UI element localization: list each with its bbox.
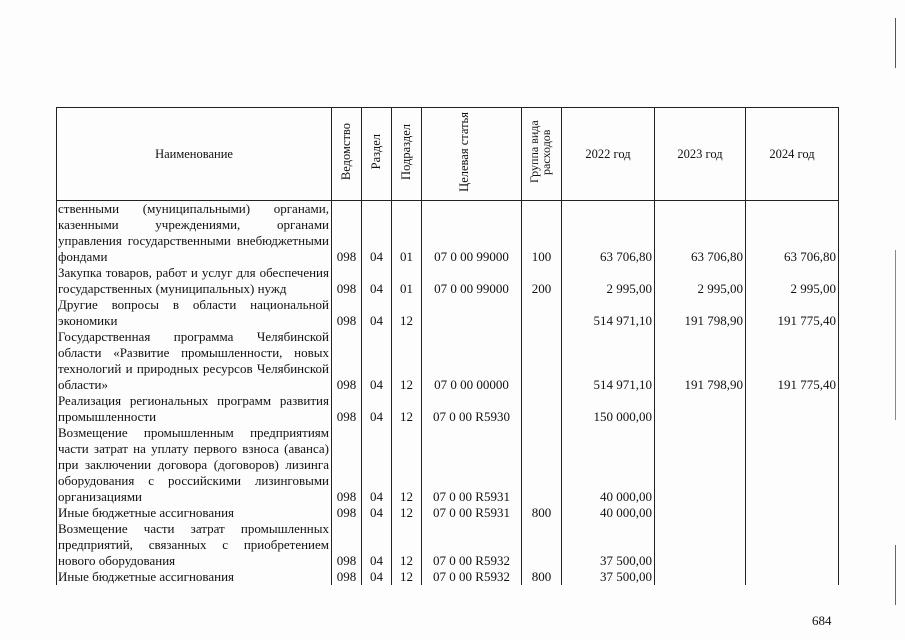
cell-target: 07 0 00 R5932 — [422, 569, 522, 585]
header-2024: 2024 год — [746, 108, 839, 201]
cell-vedomstvo: 098 — [332, 425, 362, 505]
scan-edge-mark — [895, 250, 896, 420]
cell-podrazdel: 12 — [392, 297, 422, 329]
cell-group — [522, 393, 562, 425]
cell-2023: 191 798,90 — [655, 297, 746, 329]
header-2022: 2022 год — [562, 108, 655, 201]
cell-podrazdel: 12 — [392, 393, 422, 425]
cell-2024: 63 706,80 — [746, 201, 839, 266]
cell-razdel: 04 — [362, 329, 392, 393]
cell-podrazdel: 12 — [392, 521, 422, 569]
header-2023: 2023 год — [655, 108, 746, 201]
header-vedomstvo: Ведомство — [332, 108, 362, 201]
cell-name: Другие вопросы в области национальной экономики — [57, 297, 332, 329]
cell-target: 07 0 00 99000 — [422, 201, 522, 266]
cell-razdel: 04 — [362, 505, 392, 521]
cell-2024: 191 775,40 — [746, 297, 839, 329]
cell-2024: 2 995,00 — [746, 265, 839, 297]
cell-group: 100 — [522, 201, 562, 266]
cell-podrazdel: 12 — [392, 425, 422, 505]
cell-vedomstvo: 098 — [332, 569, 362, 585]
cell-2022: 63 706,80 — [562, 201, 655, 266]
cell-2024 — [746, 425, 839, 505]
header-razdel: Раздел — [362, 108, 392, 201]
cell-2022: 40 000,00 — [562, 505, 655, 521]
cell-razdel: 04 — [362, 265, 392, 297]
cell-2024 — [746, 505, 839, 521]
cell-name: Возмещение промышленным предприятиям части затрат на уплату первого взноса (аванса) при заключении договора (договоров) лизинга оборудования с российскими лизинговыми организациями — [57, 425, 332, 505]
cell-group — [522, 425, 562, 505]
table-row — [57, 201, 839, 266]
table-row — [57, 569, 839, 585]
cell-razdel: 04 — [362, 425, 392, 505]
cell-group — [522, 329, 562, 393]
cell-group — [522, 297, 562, 329]
table-row — [57, 393, 839, 425]
cell-razdel: 04 — [362, 201, 392, 266]
cell-vedomstvo: 098 — [332, 505, 362, 521]
cell-vedomstvo: 098 — [332, 265, 362, 297]
cell-group: 200 — [522, 265, 562, 297]
cell-podrazdel: 01 — [392, 201, 422, 266]
cell-razdel: 04 — [362, 569, 392, 585]
cell-razdel: 04 — [362, 521, 392, 569]
table-row — [57, 265, 839, 297]
cell-2023: 2 995,00 — [655, 265, 746, 297]
table-row — [57, 329, 839, 393]
cell-podrazdel: 12 — [392, 569, 422, 585]
cell-2023 — [655, 425, 746, 505]
cell-vedomstvo: 098 — [332, 329, 362, 393]
header-name: Наименование — [57, 108, 332, 201]
cell-vedomstvo: 098 — [332, 201, 362, 266]
cell-target: 07 0 00 R5932 — [422, 521, 522, 569]
cell-name: Возмещение части затрат промышленных предприятий, связанных с приобретением нового оборудования — [57, 521, 332, 569]
cell-2022: 37 500,00 — [562, 569, 655, 585]
cell-2023 — [655, 521, 746, 569]
table-row — [57, 505, 839, 521]
table-row — [57, 297, 839, 329]
cell-2023 — [655, 505, 746, 521]
cell-group: 800 — [522, 569, 562, 585]
cell-name: ственными (муниципальными) органами, казенными учреждениями, органами управления государственными внебюджетными фондами — [57, 201, 332, 266]
budget-table — [56, 107, 839, 585]
cell-2024 — [746, 393, 839, 425]
cell-2023: 191 798,90 — [655, 329, 746, 393]
cell-2022: 514 971,10 — [562, 329, 655, 393]
cell-razdel: 04 — [362, 393, 392, 425]
cell-podrazdel: 12 — [392, 329, 422, 393]
cell-name: Реализация региональных программ развития промышленности — [57, 393, 332, 425]
cell-target: 07 0 00 R5930 — [422, 393, 522, 425]
table-row — [57, 521, 839, 569]
cell-2022: 514 971,10 — [562, 297, 655, 329]
cell-target — [422, 297, 522, 329]
header-target: Целевая статья — [422, 108, 522, 201]
cell-2023: 63 706,80 — [655, 201, 746, 266]
cell-2022: 150 000,00 — [562, 393, 655, 425]
cell-name: Иные бюджетные ассигнования — [57, 569, 332, 585]
cell-2022: 40 000,00 — [562, 425, 655, 505]
cell-target: 07 0 00 00000 — [422, 329, 522, 393]
cell-name: Иные бюджетные ассигнования — [57, 505, 332, 521]
cell-podrazdel: 01 — [392, 265, 422, 297]
cell-name: Государственная программа Челябинской области «Развитие промышленности, новых технологий и природных ресурсов Челябинской области» — [57, 329, 332, 393]
cell-vedomstvo: 098 — [332, 297, 362, 329]
cell-2024: 191 775,40 — [746, 329, 839, 393]
cell-target: 07 0 00 R5931 — [422, 425, 522, 505]
table-header-row — [57, 108, 839, 201]
cell-2023 — [655, 393, 746, 425]
cell-group: 800 — [522, 505, 562, 521]
cell-vedomstvo: 098 — [332, 521, 362, 569]
header-podrazdel: Подраздел — [392, 108, 422, 201]
cell-2022: 37 500,00 — [562, 521, 655, 569]
cell-2024 — [746, 569, 839, 585]
cell-target: 07 0 00 99000 — [422, 265, 522, 297]
cell-podrazdel: 12 — [392, 505, 422, 521]
cell-vedomstvo: 098 — [332, 393, 362, 425]
cell-2022: 2 995,00 — [562, 265, 655, 297]
cell-2023 — [655, 569, 746, 585]
cell-razdel: 04 — [362, 297, 392, 329]
cell-target: 07 0 00 R5931 — [422, 505, 522, 521]
table-row — [57, 425, 839, 505]
cell-name: Закупка товаров, работ и услуг для обеспечения государственных (муниципальных) нужд — [57, 265, 332, 297]
scan-edge-mark — [895, 18, 896, 68]
page-number: 684 — [812, 613, 832, 628]
scan-edge-mark — [895, 545, 896, 605]
cell-group — [522, 521, 562, 569]
header-group: Группа вида расходов — [522, 108, 562, 201]
cell-2024 — [746, 521, 839, 569]
